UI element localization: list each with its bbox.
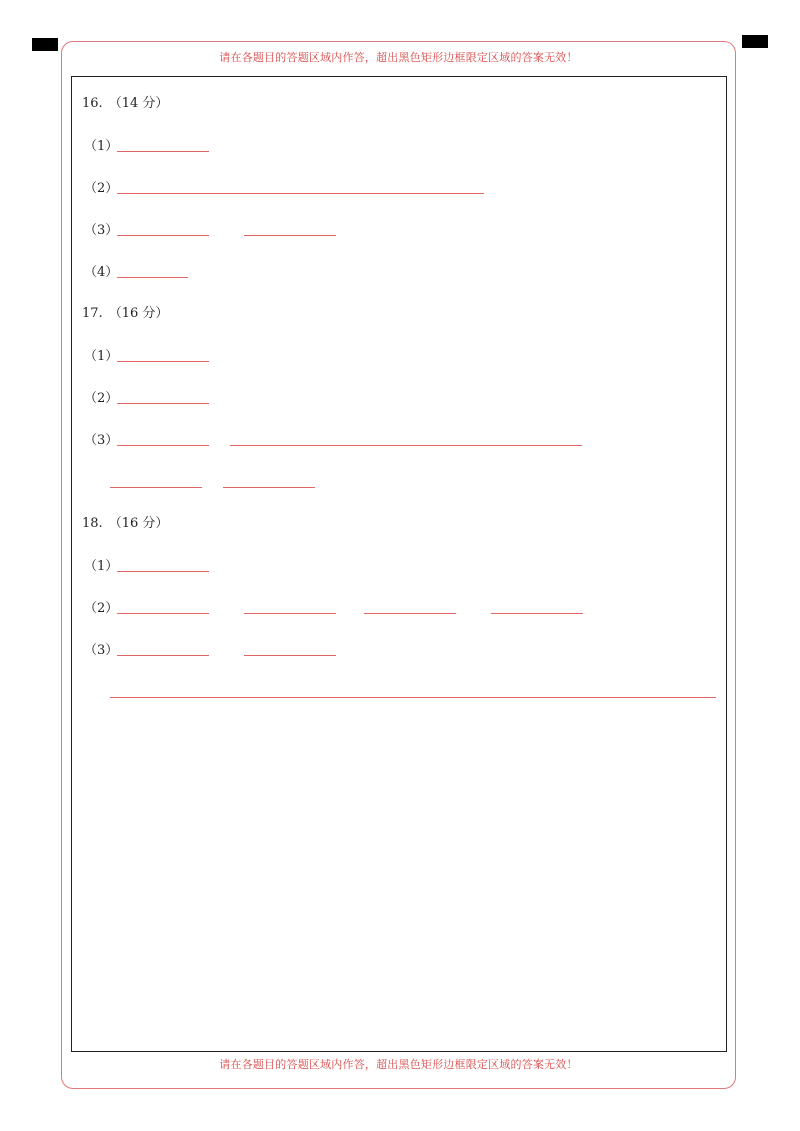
- q18-part-2-blank-d[interactable]: [491, 613, 583, 614]
- q18-part-2-blank-a[interactable]: [117, 613, 209, 614]
- q17-part-2-blank[interactable]: [117, 403, 209, 404]
- question-number: 17.: [82, 306, 103, 321]
- alignment-marker-left: [32, 38, 58, 51]
- q18-part-3-label: （3）: [84, 643, 119, 658]
- question-16-title: [82, 96, 168, 112]
- q18-part-2-blank-b[interactable]: [244, 613, 336, 614]
- q16-part-2-label: （2）: [84, 181, 119, 196]
- q17-part-2-label: （2）: [84, 391, 119, 406]
- q18-part-2-blank-c[interactable]: [364, 613, 456, 614]
- q16-part-3-blank-b[interactable]: [244, 235, 336, 236]
- q16-part-3-blank-a[interactable]: [117, 235, 209, 236]
- q16-part-4-blank[interactable]: [117, 277, 188, 278]
- header-warning: 请在各题目的答题区域内作答，超出黑色矩形边框限定区域的答案无效！: [219, 51, 578, 64]
- q18-part-3-blank-b[interactable]: [244, 655, 336, 656]
- q17-part-1-label: （1）: [84, 349, 119, 364]
- footer-warning: 请在各题目的答题区域内作答，超出黑色矩形边框限定区域的答案无效！: [219, 1058, 578, 1071]
- question-number: 16.: [82, 96, 103, 111]
- q16-part-4-label: （4）: [84, 265, 119, 280]
- q17-part-1-blank[interactable]: [117, 361, 209, 362]
- q18-part-1-blank[interactable]: [117, 571, 209, 572]
- q18-part-2-label: （2）: [84, 601, 119, 616]
- q16-part-1-label: （1）: [84, 139, 119, 154]
- q17-part-3-label: （3）: [84, 433, 119, 448]
- q16-part-1-blank[interactable]: [117, 151, 209, 152]
- q18-part-3-blank-a[interactable]: [117, 655, 209, 656]
- question-17-title: [82, 306, 168, 322]
- q18-part-3-blank-c[interactable]: [110, 697, 716, 698]
- q17-part-3-blank-a[interactable]: [117, 445, 209, 446]
- q17-part-3-blank-b[interactable]: [230, 445, 582, 446]
- q17-part-3-blank-d[interactable]: [223, 487, 315, 488]
- question-score: （16 分）: [108, 516, 169, 531]
- alignment-marker-right: [742, 35, 768, 48]
- q16-part-3-label: （3）: [84, 223, 119, 238]
- q18-part-1-label: （1）: [84, 559, 119, 574]
- question-score: （14 分）: [108, 96, 169, 111]
- q17-part-3-blank-c[interactable]: [110, 487, 202, 488]
- question-18-title: [82, 516, 168, 532]
- question-score: （16 分）: [108, 306, 169, 321]
- q16-part-2-blank[interactable]: [117, 193, 484, 194]
- answer-region: [71, 76, 727, 1052]
- question-number: 18.: [82, 516, 103, 531]
